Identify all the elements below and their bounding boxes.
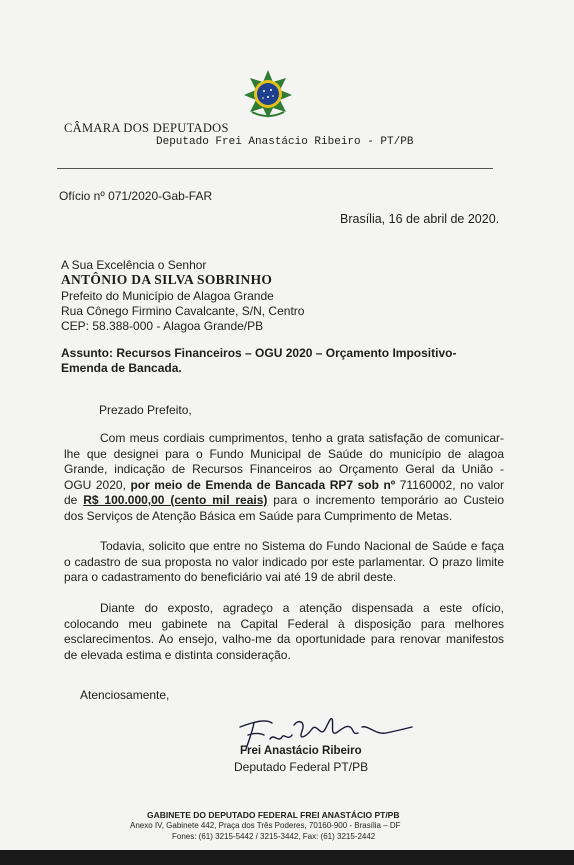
- paragraph-1-line: Com meus cordiais cumprimentos, tenho a grata satisfação de comunicar-: [100, 431, 504, 445]
- text-run: OGU 2020,: [64, 477, 131, 492]
- closing: Atenciosamente,: [80, 688, 170, 702]
- reference-number: Ofício nº 071/2020-Gab-FAR: [59, 189, 213, 203]
- recipient-cep: CEP: 58.388-000 - Alagoa Grande/PB: [61, 319, 264, 333]
- paragraph-3-line: esclarecimentos. Ao ensejo, valho-me da oportunidade para renovar manifestos: [64, 632, 504, 646]
- subject-line-2: Emenda de Bancada.: [61, 361, 182, 375]
- paragraph-3-line: colocando meu gabinete na Capital Federal à disposição para melhores: [64, 616, 504, 631]
- paragraph-1-line: [64, 478, 504, 494]
- footer-office: GABINETE DO DEPUTADO FEDERAL FREI ANASTÁCIO PT/PB: [147, 810, 400, 820]
- organization-name: CÂMARA DOS DEPUTADOS: [64, 121, 229, 135]
- paragraph-2-line: o cadastro de sua proposta no valor indicado por este parlamentar. O prazo limite: [64, 554, 504, 569]
- date-line: Brasília, 16 de abril de 2020.: [340, 212, 500, 226]
- recipient-address: Rua Cônego Firmino Cavalcante, S/N, Centro: [61, 304, 305, 318]
- bottom-edge: [0, 850, 574, 865]
- paragraph-1: [64, 431, 504, 524]
- paragraph-3: [64, 601, 504, 663]
- paragraph-2-line: Todavia, solicito que entre no Sistema do Fundo Nacional de Saúde e faça: [100, 539, 504, 553]
- signatory-role: Deputado Federal PT/PB: [234, 760, 369, 774]
- coat-of-arms-seal-icon: [242, 68, 294, 120]
- text-run: de: [64, 493, 84, 507]
- paragraph-3-line: de elevada estima e distinta consideração.: [64, 647, 291, 662]
- amount-value: R$ 100.000,00 (cento mil reais): [83, 493, 268, 507]
- paragraph-2-line: para o cadastramento do beneficiário vai até 19 de abril deste.: [64, 570, 397, 584]
- greeting: Prezado Prefeito,: [99, 403, 192, 417]
- paragraph-1-line: dos Serviços de Atenção Básica em Saúde para Cumprimento de Metas.: [64, 508, 453, 523]
- paragraph-2: [64, 539, 504, 586]
- footer-phones: Fones: (61) 3215-5442 / 3215-3442, Fax: (61) 3215-2442: [172, 832, 376, 841]
- paragraph-1-line: [64, 493, 504, 509]
- subject-line-1: Assunto: Recursos Financeiros – OGU 2020 – Orçamento Impositivo-: [61, 346, 457, 360]
- recipient-name: ANTÔNIO DA SILVA SOBRINHO: [61, 272, 273, 287]
- signatory-name: Frei Anastácio Ribeiro: [240, 745, 362, 757]
- header-divider: [57, 168, 493, 169]
- text-run: para o incremento temporário ao Custeio: [267, 493, 505, 507]
- emenda-reference: por meio de Emenda de Bancada RP7 sob nº: [130, 477, 396, 492]
- text-run: 71160002, no valor: [395, 477, 504, 492]
- footer-address: Anexo IV, Gabinete 442, Praça dos Três Poderes, 70160-900 - Brasília – DF: [130, 821, 401, 830]
- paragraph-1-line: lhe que designei para o Fundo Municipal de Saúde do município de alagoa: [64, 446, 504, 461]
- paragraph-3-line: Diante do exposto, agradeço a atenção dispensada a este ofício,: [100, 601, 504, 615]
- recipient-salutation: A Sua Excelência o Senhor: [61, 258, 207, 272]
- deputy-header-line: Deputado Frei Anastácio Ribeiro - PT/PB: [156, 136, 414, 148]
- recipient-title: Prefeito do Município de Alagoa Grande: [61, 289, 274, 303]
- paragraph-1-line: Grande, indicação de Recursos Financeiros ao Orçamento Geral da União -: [64, 462, 504, 476]
